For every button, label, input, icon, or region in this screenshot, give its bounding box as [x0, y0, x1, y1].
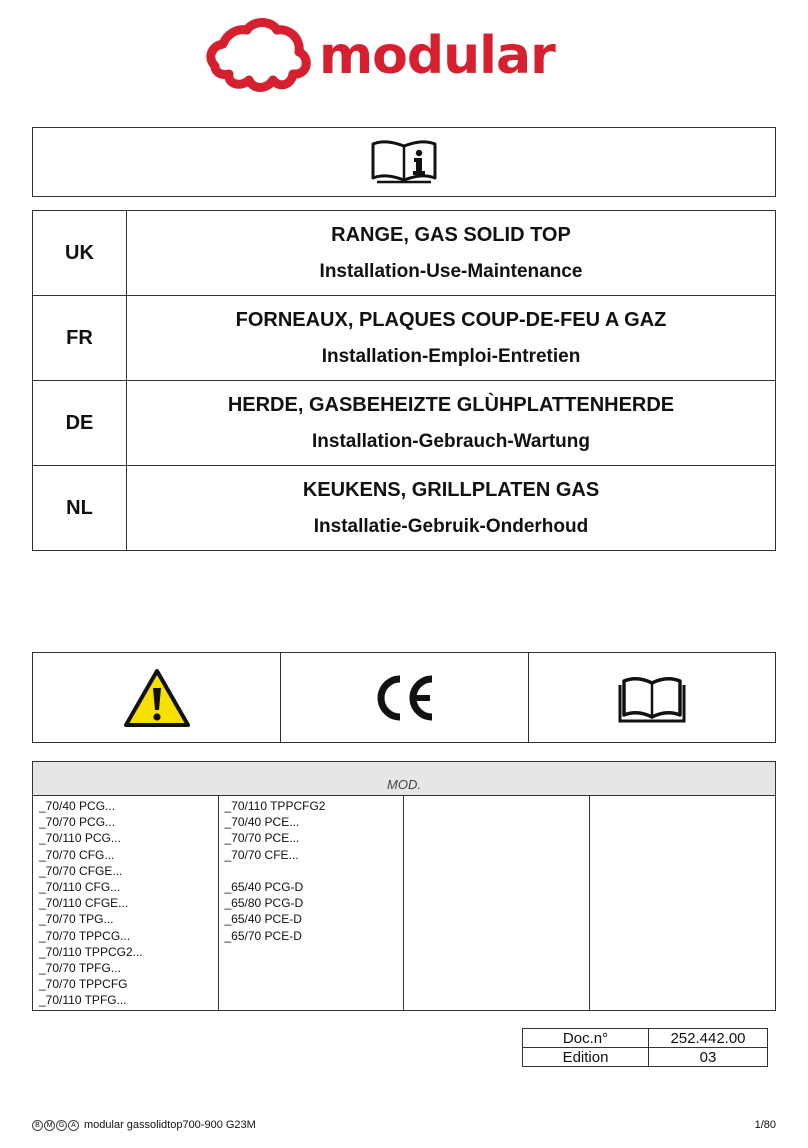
product-title: KEUKENS, GRILLPLATEN GAS	[302, 478, 600, 501]
model-item: _65/80 PCG-D	[224, 896, 304, 911]
edition-row	[523, 1048, 768, 1067]
model-item: _70/110 CFG...	[39, 879, 121, 894]
document-info-table	[522, 1028, 768, 1067]
model-item	[225, 863, 404, 879]
models-column-2	[219, 796, 405, 1010]
manual-cell	[529, 653, 775, 742]
brand-badge: M	[44, 1120, 55, 1131]
language-code: DE	[33, 381, 127, 466]
ce-mark-icon	[372, 673, 438, 723]
language-code: UK	[33, 211, 127, 296]
model-item: _65/40 PCG-D	[224, 879, 304, 894]
language-code: NL	[33, 466, 127, 551]
edition-value: 03	[649, 1048, 768, 1067]
language-row	[33, 381, 776, 466]
model-item: _70/70 PCE...	[224, 831, 300, 846]
doc-number-label: Doc.n°	[523, 1029, 649, 1048]
model-item: _70/110 PCG...	[39, 831, 121, 846]
product-title: FORNEAUX, PLAQUES COUP-DE-FEU A GAZ	[235, 308, 667, 331]
model-item: _65/40 PCE-D	[224, 912, 302, 927]
model-item: _70/40 PCE...	[224, 815, 300, 830]
model-item: _70/110 TPPCG2...	[39, 944, 143, 959]
language-description	[127, 296, 776, 381]
book-info-icon	[369, 138, 439, 186]
language-code: FR	[33, 296, 127, 381]
doc-number-value: 252.442.00	[649, 1029, 768, 1048]
model-item: _70/70 TPG...	[39, 912, 114, 927]
model-item: _70/70 TPPCFG	[39, 977, 128, 992]
model-item: _70/70 TPFG...	[39, 960, 121, 975]
model-item: _70/70 PCG...	[39, 815, 116, 830]
page-number: 1/80	[754, 1119, 776, 1131]
model-item: _70/110 CFGE...	[39, 896, 129, 911]
brand-badges	[32, 1120, 80, 1131]
edition-label: Edition	[523, 1048, 649, 1067]
brand-logo-icon	[205, 18, 315, 94]
model-item: _65/70 PCE-D	[224, 928, 302, 943]
models-body	[33, 796, 775, 1010]
manual-book-icon	[618, 671, 686, 725]
product-subtitle: Installatie-Gebruik-Onderhoud	[313, 515, 589, 537]
model-item: _70/70 CFE...	[224, 847, 299, 862]
models-table	[32, 761, 776, 1011]
model-item: _70/70 TPPCG...	[39, 928, 131, 943]
models-column-3	[404, 796, 590, 1010]
language-description	[127, 381, 776, 466]
model-item: _70/40 PCG...	[39, 799, 116, 813]
model-item: _70/110 TPFG...	[39, 993, 127, 1008]
product-title: RANGE, GAS SOLID TOP	[331, 223, 571, 246]
brand-name: modular	[319, 26, 555, 86]
product-subtitle: Installation-Use-Maintenance	[319, 260, 583, 282]
footer-doc-name: modular gassolidtop700-900 G23M	[84, 1119, 256, 1131]
brand-badge: G	[56, 1120, 67, 1131]
symbols-row	[32, 652, 776, 743]
language-row	[33, 211, 776, 296]
brand-badge: B	[32, 1120, 43, 1131]
warning-icon	[123, 668, 191, 728]
warning-cell	[33, 653, 281, 742]
brand-logo	[205, 16, 605, 96]
model-item: _70/70 CFG...	[39, 847, 115, 862]
language-description	[127, 211, 776, 296]
models-column-1	[33, 796, 219, 1010]
language-description	[127, 466, 776, 551]
models-column-4	[590, 796, 776, 1010]
brand-badge: A	[68, 1120, 79, 1131]
model-item: _70/110 TPPCFG2	[224, 799, 326, 813]
ce-mark-cell	[281, 653, 529, 742]
doc-number-row	[523, 1029, 768, 1048]
manual-info-box	[32, 127, 776, 197]
model-item: _70/70 CFGE...	[39, 863, 123, 878]
product-subtitle: Installation-Emploi-Entretien	[321, 345, 581, 367]
product-title: HERDE, GASBEHEIZTE GLÙHPLATTENHERDE	[227, 393, 675, 416]
language-row	[33, 466, 776, 551]
product-subtitle: Installation-Gebrauch-Wartung	[312, 430, 590, 452]
language-row	[33, 296, 776, 381]
footer-left	[32, 1119, 256, 1131]
language-table	[32, 210, 776, 551]
page-footer	[32, 1119, 776, 1131]
models-header: MOD.	[33, 762, 775, 796]
